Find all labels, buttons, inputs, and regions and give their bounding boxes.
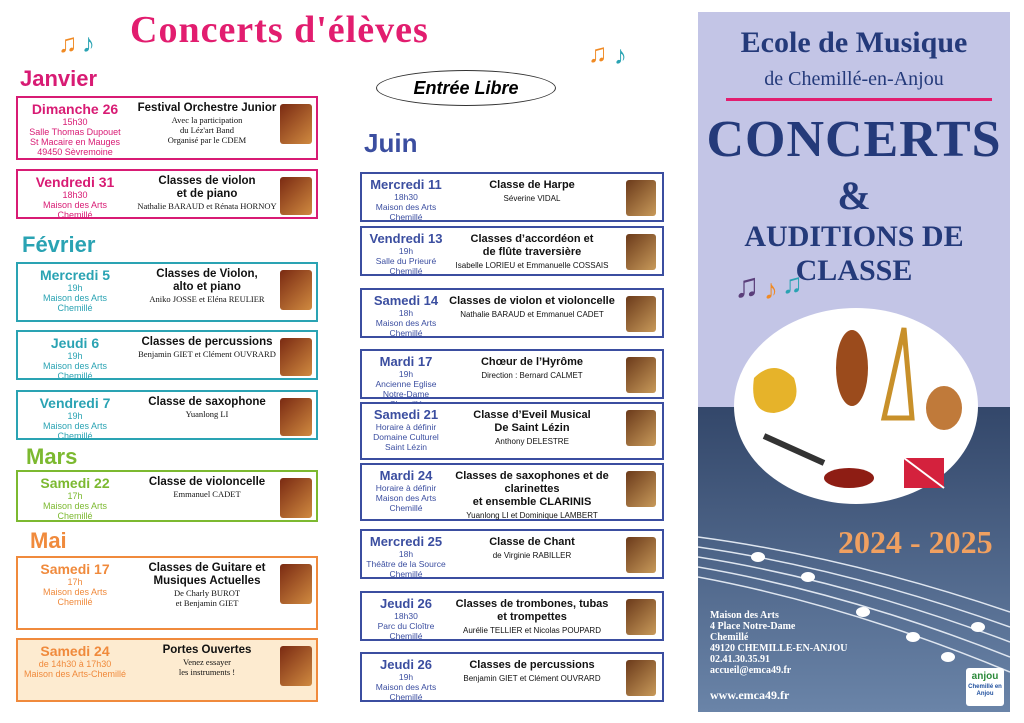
instrument-icon — [280, 398, 312, 436]
concert-venue: 19h — [67, 283, 83, 293]
concert-info: du Léz'art Band — [180, 125, 234, 135]
concert-details — [442, 356, 622, 380]
concert-venue: Chemillé — [389, 212, 423, 222]
concert-card — [16, 262, 318, 322]
concert-venue: 19h — [398, 369, 414, 379]
concert-venue: Chemillé — [389, 631, 423, 641]
concert-title: Classe de saxophone — [148, 396, 266, 408]
concert-day: Mercredi 5 — [39, 267, 111, 283]
concert-date — [20, 561, 130, 607]
concert-venue: Maison des Arts — [375, 202, 437, 212]
concert-title: Classe d’Eveil Musical De Saint Lézin — [473, 409, 591, 434]
concert-venue: Chemillé — [389, 503, 423, 513]
concert-venue: 15h30 — [62, 117, 88, 127]
concert-date — [364, 293, 448, 338]
concert-venue: Salle du Prieuré — [375, 256, 437, 266]
concert-details — [122, 644, 292, 677]
concert-info: et Benjamin GIET — [175, 598, 239, 608]
concert-venue: 18h30 — [394, 192, 418, 202]
concert-venue: Théâtre de la Source — [366, 559, 446, 569]
concert-title: Classes de percussions — [469, 659, 595, 671]
concert-info: Emmanuel CADET — [173, 489, 241, 499]
concert-title: Classe de Harpe — [489, 179, 575, 191]
concert-title: Classes de violon et violoncelle — [449, 295, 615, 307]
concert-details — [442, 179, 622, 203]
concert-details — [122, 562, 292, 608]
music-note-icon: ♫ — [58, 28, 78, 58]
instrument-icon — [280, 478, 312, 518]
instrument-icon — [626, 296, 656, 332]
instrument-icon — [626, 471, 656, 507]
concert-info: de Virginie RABILLER — [492, 551, 572, 560]
month-mai: Mai — [30, 528, 67, 553]
concert-card — [16, 470, 318, 522]
concert-venue: Chemillé — [57, 511, 93, 521]
concert-venue: Maison des Arts — [42, 421, 108, 431]
concert-venue: Maison des Arts — [42, 501, 108, 511]
concert-day: Mercredi 11 — [370, 177, 442, 192]
concert-info: Yuanlong LI — [185, 409, 229, 419]
concert-day: Samedi 24 — [40, 643, 110, 659]
concert-day: Mercredi 25 — [369, 534, 443, 549]
concert-venue: 18h30 — [62, 190, 88, 200]
concert-details — [442, 470, 622, 520]
concert-details — [442, 295, 622, 319]
concert-title: Chœur de l’Hyrôme — [480, 356, 584, 368]
instrument-icon — [626, 660, 656, 696]
concert-venue: Chemillé — [389, 569, 423, 579]
concert-info: Organisé par le CDEM — [167, 135, 247, 145]
concert-venue: 18h — [398, 308, 414, 318]
concert-card — [360, 402, 664, 460]
concert-date — [364, 657, 448, 702]
concert-day: Samedi 14 — [373, 293, 439, 308]
concert-venue: Maison des Arts — [42, 587, 108, 597]
school-name: Ecole de Musique — [740, 26, 968, 59]
concert-card — [360, 652, 664, 702]
concert-card — [360, 172, 664, 222]
concert-card — [360, 463, 664, 521]
concert-day: Jeudi 26 — [379, 596, 433, 611]
concert-details — [122, 268, 292, 304]
concert-card — [16, 169, 318, 219]
concert-card — [360, 226, 664, 276]
concert-day: Mardi 17 — [379, 354, 433, 369]
concert-title: Classes de violon et de piano — [158, 175, 256, 200]
entree-libre-badge: Entrée Libre — [376, 70, 556, 106]
ampersand: & — [837, 173, 871, 218]
concert-venue: St Macaire en Mauges 49450 Sèvremoine — [29, 137, 121, 157]
concert-info: Isabelle LORIEU et Emmanuelle COSSAIS — [455, 261, 609, 270]
instrument-icon — [626, 357, 656, 393]
concert-date — [364, 231, 448, 276]
month-janvier: Janvier — [20, 66, 98, 91]
month-mars: Mars — [26, 444, 78, 469]
concert-info: Benjamin GIET et Clément OUVRARD — [463, 674, 601, 683]
concert-day: Vendredi 13 — [369, 231, 443, 246]
concert-info: les instruments ! — [178, 667, 236, 677]
instrument-icon — [280, 177, 312, 215]
concert-info: Avec la participation — [171, 115, 243, 125]
concert-card — [360, 288, 664, 338]
concert-details — [442, 233, 622, 270]
right-panel — [698, 12, 1010, 712]
concert-day: Samedi 17 — [40, 561, 110, 577]
concert-date — [20, 395, 130, 441]
concert-details — [442, 598, 622, 635]
concert-info: Séverine VIDAL — [503, 194, 561, 203]
concert-venue: Salle Thomas Dupouet — [29, 127, 121, 137]
concert-venue: 19h — [398, 246, 414, 256]
concert-date — [20, 335, 130, 381]
concert-title: Classes de Guitare et Musiques Actuelles — [148, 562, 266, 587]
concert-details — [122, 476, 292, 499]
concert-title: Classes de saxophones et de clarinettes et ensemble CLARINIS — [455, 470, 609, 508]
concert-card — [360, 349, 664, 399]
music-note-icon: ♫ — [782, 268, 803, 299]
concert-title: Classes de percussions — [141, 336, 273, 348]
concert-venue: Maison des Arts — [375, 318, 437, 328]
concert-day: Samedi 21 — [373, 407, 439, 422]
concert-venue: Horaire à définir — [375, 422, 437, 432]
month-fevrier: Février — [22, 232, 96, 257]
concert-info: Yuanlong LI et Dominique LAMBERT — [466, 511, 598, 520]
concert-date — [20, 174, 130, 220]
concert-venue: Maison des Arts-Chemillé — [23, 669, 127, 679]
concert-info: Anthony DELESTRE — [495, 437, 569, 446]
anjou-logo: anjou Chemillé en Anjou — [966, 668, 1004, 706]
concert-card — [16, 390, 318, 440]
concert-date — [364, 407, 448, 452]
concert-card — [360, 591, 664, 641]
concert-title: Portes Ouvertes — [162, 644, 252, 656]
page-title: Concerts d'élèves — [130, 9, 429, 51]
concert-venue: Chemillé — [57, 303, 93, 313]
music-note-icon: ♪ — [614, 40, 627, 70]
auditions-heading: AUDITIONS DE CLASSE — [744, 220, 964, 287]
music-note-icon: ♪ — [82, 28, 95, 58]
concert-venue: Saint Lézin — [384, 442, 428, 452]
concert-venue: 17h — [67, 491, 83, 501]
instruments-icon — [734, 308, 978, 504]
concert-venue: 19h — [67, 411, 83, 421]
website-link[interactable]: www.emca49.fr — [710, 688, 790, 702]
concert-venue: Maison des Arts — [42, 200, 108, 210]
concert-date — [364, 354, 448, 409]
concert-venue: Maison des Arts — [42, 361, 108, 371]
instrument-icon — [626, 537, 656, 573]
concert-date — [20, 643, 130, 679]
concert-title: Classes de trombones, tubas et trompettes — [455, 598, 609, 623]
concert-details — [122, 396, 292, 419]
concert-venue: 19h — [67, 351, 83, 361]
concert-card — [16, 556, 318, 630]
concert-card — [16, 638, 318, 702]
concert-venue: Parc du Cloître — [377, 621, 435, 631]
concert-title: Festival Orchestre Junior — [137, 102, 277, 114]
concert-venue: Chemillé — [57, 371, 93, 381]
instrument-icon — [280, 564, 312, 604]
concert-details — [442, 409, 622, 446]
concert-day: Jeudi 6 — [50, 335, 100, 351]
concert-venue: Domaine Culturel — [373, 432, 439, 442]
concert-day: Mardi 24 — [379, 468, 433, 483]
divider — [726, 98, 992, 101]
concert-details — [442, 659, 622, 683]
concert-info: De Charly BUROT — [173, 588, 241, 598]
music-note-icon: ♫ — [734, 267, 760, 305]
concert-info: Benjamin GIET et Clément OUVRARD — [138, 349, 276, 359]
concert-info: Aurélie TELLIER et Nicolas POUPARD — [463, 626, 601, 635]
concert-card — [360, 529, 664, 579]
concert-date — [20, 475, 130, 521]
concert-venue: Ancienne Eglise Notre-Dame — [375, 379, 437, 399]
concert-date — [364, 468, 448, 513]
concert-title: Classes d’accordéon et de flûte traversière — [470, 233, 594, 258]
school-town: de Chemillé-en-Anjou — [764, 68, 944, 90]
concert-venue: Maison des Arts — [375, 493, 437, 503]
instrument-icon — [280, 104, 312, 144]
concert-venue: Chemillé — [57, 597, 93, 607]
concert-info: Nathalie BARAUD et Emmanuel CADET — [460, 310, 604, 319]
concert-venue: Chemillé — [389, 266, 423, 276]
concert-venue: Horaire à définir — [375, 483, 437, 493]
concert-venue: Chemillé — [57, 431, 93, 441]
concert-venue: Chemillé — [389, 692, 423, 702]
concert-venue: 18h30 — [394, 611, 418, 621]
concert-day: Samedi 22 — [40, 475, 110, 491]
concert-info: Aniko JOSSE et Eléna REULIER — [149, 294, 265, 304]
concert-info: Nathalie BARAUD et Rénata HORNOY — [137, 201, 277, 211]
instrument-icon — [626, 410, 656, 446]
instrument-icon — [280, 338, 312, 376]
concert-date — [364, 534, 448, 579]
music-note-icon: ♫ — [588, 38, 608, 68]
concerts-heading: CONCERTS — [706, 111, 1002, 168]
concert-venue: Maison des Arts — [375, 682, 437, 692]
concert-venue: 19h — [398, 672, 414, 682]
concert-title: Classe de violoncelle — [148, 476, 266, 488]
concert-date — [20, 101, 130, 157]
concert-day: Vendredi 31 — [35, 174, 115, 190]
concert-day: Dimanche 26 — [31, 101, 119, 117]
concert-venue: de 14h30 à 17h30 — [38, 659, 112, 669]
concert-card — [16, 330, 318, 380]
season-year: 2024 - 2025 — [838, 524, 993, 560]
concert-title: Classe de Chant — [489, 536, 575, 548]
concert-info: Venez essayer — [183, 657, 231, 667]
concert-date — [20, 267, 130, 313]
instrument-icon — [626, 599, 656, 635]
concert-details — [122, 175, 292, 211]
instrument-icon — [626, 180, 656, 216]
concert-details — [442, 536, 622, 560]
music-note-icon: ♪ — [764, 274, 778, 305]
concert-day: Jeudi 26 — [379, 657, 433, 672]
concert-venue: Chemillé — [389, 328, 423, 338]
concert-details — [122, 336, 292, 359]
concert-title: Classes de Violon, alto et piano — [156, 268, 258, 293]
concert-card — [16, 96, 318, 160]
concert-info: Direction : Bernard CALMET — [481, 371, 583, 380]
concert-venue: Chemillé — [57, 210, 93, 220]
address-block: Maison des Arts 4 Place Notre-Dame Chemillé 49120 CHEMILLE-EN-ANJOU 02.41.30.35.91 accueil@emca49.fr — [710, 610, 848, 676]
concert-venue: 17h — [67, 577, 83, 587]
instrument-icon — [280, 646, 312, 686]
concert-venue: 18h — [398, 549, 414, 559]
concert-venue: Maison des Arts — [42, 293, 108, 303]
instrument-icon — [280, 270, 312, 310]
instrument-icon — [626, 234, 656, 270]
concert-date — [364, 177, 448, 222]
concert-details — [122, 102, 292, 145]
month-juin: Juin — [364, 128, 418, 158]
concert-day: Vendredi 7 — [39, 395, 111, 411]
concert-date — [364, 596, 448, 641]
